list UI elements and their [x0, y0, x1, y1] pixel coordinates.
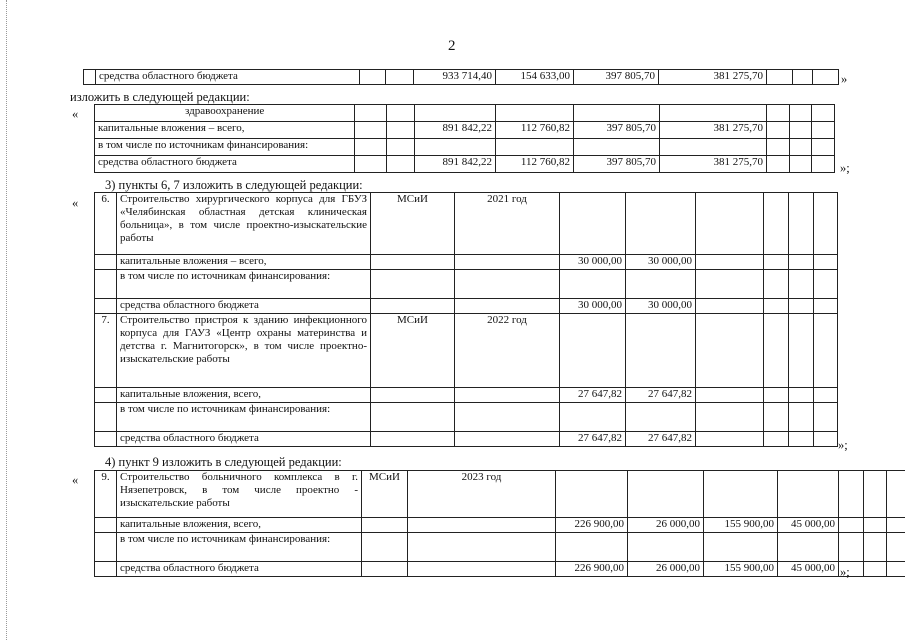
open-quote: « — [72, 107, 79, 121]
item-9-table — [94, 470, 905, 577]
table-row — [95, 193, 838, 255]
table-row — [95, 299, 838, 314]
table-cell: 154 633,00 — [496, 70, 574, 85]
table-cell: 112 760,82 — [496, 122, 574, 139]
table-cell — [660, 139, 767, 156]
table-cell: в том числе по источникам финансирования: — [117, 403, 371, 432]
table-row — [95, 105, 835, 122]
table-cell: 933 714,40 — [414, 70, 496, 85]
table-cell: 226 900,00 — [556, 518, 628, 533]
close-quote: »; — [838, 438, 848, 452]
table-cell: 381 275,70 — [660, 156, 767, 173]
table-cell: МСиИ — [371, 314, 455, 388]
table-cell: в том числе по источникам финансирования: — [117, 270, 371, 299]
table-cell — [496, 139, 574, 156]
table-cell: в том числе по источникам финансирования: — [95, 139, 355, 156]
table-row — [95, 562, 905, 577]
item-description: Строительство хирургического корпуса для ГБУЗ «Челябинская областная детская клиническая больница», в том числе проектно-изыскательские работы — [117, 193, 371, 255]
table-cell: 2021 год — [455, 193, 560, 255]
table-cell: средства областного бюджета — [117, 562, 362, 577]
item-number: 7. — [95, 314, 117, 388]
table-row — [95, 403, 838, 432]
sentence-items-6-7: 3) пункты 6, 7 изложить в следующей редакции: — [105, 178, 363, 192]
table-cell: 397 805,70 — [574, 156, 660, 173]
table-row — [84, 70, 839, 85]
table-cell: 397 805,70 — [574, 70, 659, 85]
table-cell: 155 900,00 — [704, 562, 778, 577]
items-6-7-table — [94, 192, 838, 447]
table-cell: 2022 год — [455, 314, 560, 388]
table-cell: средства областного бюджета — [117, 432, 371, 447]
table-cell: капитальные вложения – всего, — [95, 122, 355, 139]
close-quote: »; — [840, 161, 850, 175]
table-row — [95, 122, 835, 139]
table-cell: 155 900,00 — [704, 518, 778, 533]
table-cell: 45 000,00 — [778, 518, 839, 533]
table-row — [95, 139, 835, 156]
table-cell: 45 000,00 — [778, 562, 839, 577]
top-row-table — [83, 69, 839, 85]
table-cell: капитальные вложения, всего, — [117, 388, 371, 403]
table-cell: 27 647,82 — [626, 432, 696, 447]
table-cell: капитальные вложения, всего, — [117, 518, 362, 533]
item-number: 6. — [95, 193, 117, 255]
item-number: 9. — [95, 471, 117, 518]
table-row — [95, 518, 905, 533]
table-cell: 381 275,70 — [660, 122, 767, 139]
open-quote: « — [72, 473, 79, 487]
table-cell: 397 805,70 — [574, 122, 660, 139]
item-description: Строительство больничного комплекса в г. Нязепетровск, в том числе проектно - изыскательские работы — [117, 471, 362, 518]
table-cell: 30 000,00 — [626, 255, 696, 270]
table-cell: 30 000,00 — [560, 255, 626, 270]
table-cell: 891 842,22 — [415, 122, 496, 139]
sentence-item-9: 4) пункт 9 изложить в следующей редакции: — [105, 455, 342, 469]
table-cell — [574, 139, 660, 156]
healthcare-table — [94, 104, 835, 173]
table-cell: в том числе по источникам финансирования: — [117, 533, 362, 562]
page-binding-edge — [6, 0, 8, 640]
table-cell: 2023 год — [408, 471, 556, 518]
table-row — [95, 471, 905, 518]
table-row — [95, 156, 835, 173]
table-cell: средства областного бюджета — [117, 299, 371, 314]
table-cell: МСиИ — [362, 471, 408, 518]
section-header: здравоохранение — [95, 105, 355, 122]
table-cell — [415, 139, 496, 156]
sentence-replace: изложить в следующей редакции: — [70, 90, 250, 104]
open-quote: « — [72, 196, 79, 210]
page-number: 2 — [448, 38, 456, 54]
close-quote: »; — [840, 565, 850, 579]
table-row — [95, 270, 838, 299]
table-cell: МСиИ — [371, 193, 455, 255]
table-cell: 26 000,00 — [628, 562, 704, 577]
table-cell: 891 842,22 — [415, 156, 496, 173]
budget-label: средства областного бюджета — [96, 70, 360, 85]
table-cell: капитальные вложения – всего, — [117, 255, 371, 270]
table-cell: 27 647,82 — [560, 388, 626, 403]
table-row — [95, 388, 838, 403]
table-row — [95, 533, 905, 562]
table-cell: 27 647,82 — [626, 388, 696, 403]
table-cell: 27 647,82 — [560, 432, 626, 447]
table-row — [95, 432, 838, 447]
table-cell: средства областного бюджета — [95, 156, 355, 173]
table-cell: 226 900,00 — [556, 562, 628, 577]
item-description: Строительство пристроя к зданию инфекционного корпуса для ГАУЗ «Центр охраны материнства и детства г. Магнитогорск», в том числе проектно-изыскательские работы — [117, 314, 371, 388]
table-cell: 26 000,00 — [628, 518, 704, 533]
table-cell: 30 000,00 — [626, 299, 696, 314]
table-row — [95, 255, 838, 270]
close-quote: » — [841, 72, 848, 86]
table-cell: 381 275,70 — [659, 70, 767, 85]
table-cell: 112 760,82 — [496, 156, 574, 173]
table-row — [95, 314, 838, 388]
table-cell: 30 000,00 — [560, 299, 626, 314]
